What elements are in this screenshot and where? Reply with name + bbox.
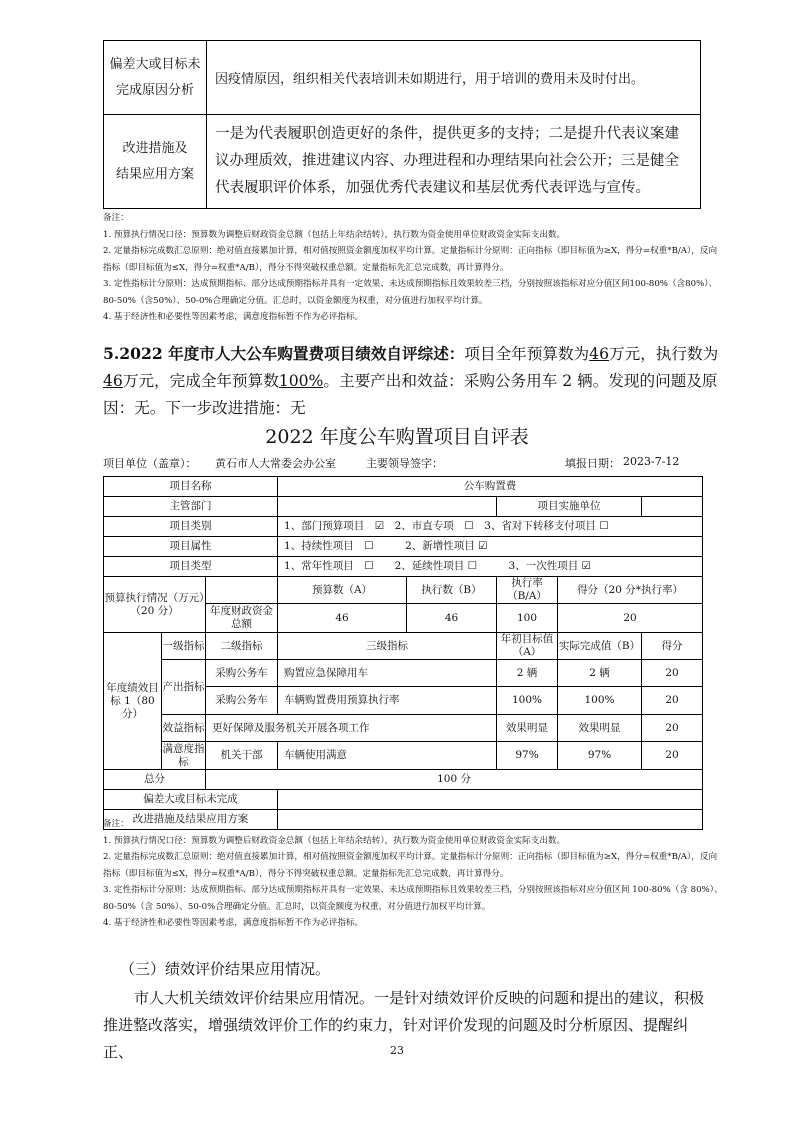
improve-text: 一是为代表履职创造更好的条件，提供更多的支持；二是提升代表议案建议办理质效，推进建议内容、办理进程和办理结果向社会公开；三是健全代表履职评价体系，加强优秀代表建议和基层优秀代表评选与宣传。 [207,115,701,209]
row-actual: 100% [558,687,642,715]
type-label: 项目类型 [104,557,278,577]
note-line: 备注： [103,819,129,829]
notes-bottom [103,816,723,932]
header-exec: 执行数（B） [407,577,497,604]
note-line: 1. 预算执行情况口径：预算数为调整后财政资金总额（包括上年结余结转），执行数为资金使用单位财政资金实际支出数。 [103,229,566,240]
improve-label-line2: 结果应用方案 [115,166,194,182]
deviation-label-cell [104,41,207,115]
section-3-paragraph: 市人大机关绩效评价结果应用情况。一是针对绩效评价反映的问题和提出的建议，积极推进整改落实，增强绩效评价工作的约束力，针对评价发现的问题及时分析原因、提醒纠正、 [103,989,705,1061]
impl-unit-label: 项目实施单位 [497,497,642,517]
exec-amount: 46 [103,372,123,390]
deviation-label-line2: 完成原因分析 [115,82,194,98]
section-5-summary [103,340,723,422]
improve-label-cell [104,115,207,209]
form-meta-row [103,455,700,471]
improve-label-line1: 改进措施及 [122,140,188,156]
row-level2: 机关干部 [206,742,278,770]
fund-total-label: 年度财政资金总额 [206,604,278,633]
date-value: 2023-7-12 [623,455,680,468]
leader-label: 主要领导签字： [366,457,443,470]
impl-unit-value [642,497,703,517]
summary-text: 。主要产出和效益：采购公务用车 2 辆。发现的问题及原因：无。下一步改进措施：无 [103,372,718,417]
row-score: 20 [642,742,703,770]
satisfaction-label: 满意度指标 [162,742,205,768]
summary-text: 项目全年预算数为 [464,345,590,363]
dept-label: 主管部门 [104,497,278,517]
header-level1: 一级指标 [162,633,206,660]
deviation-row-label: 偏差大或目标未完成 [104,790,278,810]
category-label: 项目类别 [104,517,278,537]
row-level2: 采购公务车 [206,660,278,687]
header-level2: 二级指标 [206,633,278,660]
row-score: 20 [642,715,703,742]
row-actual: 97% [558,742,642,770]
output-label: 产出指标 [162,660,206,715]
section-5-heading: 5.2022 年度市人大公车购置费项目绩效自评综述： [103,344,465,363]
row-score: 20 [642,687,703,715]
total-value: 100 分 [206,770,703,790]
header-points: 得分 [642,633,703,660]
header-score: 得分（20 分*执行率） [558,577,703,604]
row-level3: 车辆使用满意 [278,742,497,770]
header-target: 年初目标值（A） [497,633,558,660]
rate-value: 100 [497,604,558,633]
category-options: 1、部门预算项目 ☑ 2、市直专项 ☐ 3、省对下转移支付项目 ☐ [278,517,703,537]
section-3-heading: （三）绩效评价结果应用情况。 [120,960,331,978]
note-line: 备注： [103,213,129,223]
header-level3: 三级指标 [278,633,497,660]
row-target: 2 辆 [497,660,558,687]
row-level3: 购置应急保障用车 [278,660,497,687]
header-actual: 实际完成值（B） [558,633,642,660]
deviation-row-value [278,790,703,810]
project-evaluation-table [103,476,703,830]
deviation-label-line1: 偏差大或目标未 [109,56,201,72]
note-line: 1. 预算执行情况口径：预算数为调整后财政资金总额（包括上年结余结转），执行数为资金使用单位财政资金实际支出数。 [103,835,566,846]
unit-value: 黄石市人大常委会办公室 [215,457,336,470]
unit-label: 项目单位（盖章）： [103,457,197,470]
row-level2: 采购公务车 [206,687,278,715]
project-name-label: 项目名称 [104,477,278,497]
header-rate: 执行率（B/A） [497,577,558,604]
note-line: 2. 定量指标完成数汇总原则：绝对值直接累加计算，相对值按照资金额度加权平均计算。定量指标计分原则：正向指标（即目标值为≥X，得分=权重*B/A），反向指标（即目标值为≤X，得分=权重*A/B），得分不得突破权重总额。定量指标先汇总完成数，再计算得分。 [103,852,718,879]
summary-text: 万元，完成全年预算数 [122,372,279,390]
deviation-text: 因疫情原因，组织相关代表培训未如期进行，用于培训的费用未及时付出。 [207,41,701,115]
row-score: 20 [642,660,703,687]
header-budget: 预算数（A） [278,577,407,604]
attr-label: 项目属性 [104,537,278,557]
budget-value: 46 [278,604,407,633]
improve-row-label: 改进措施及结果应用方案 [104,810,278,830]
row-actual: 效果明显 [558,715,642,742]
form-title: 2022 年度公车购置项目自评表 [265,426,529,448]
note-line: 3. 定性指标计分原则：达成预期指标、部分达成预期指标并具有一定效果、未达成预期指标且效果较差三档，分别按照该指标对应分值区间 100-80%（含 80%）、80-50%（含 50%）、50-0%合理确定分值。汇总时，以资金额度为权重，对分值进行加权平均计算。 [103,885,723,912]
completion-rate: 100% [278,372,324,390]
note-line: 3. 定性指标计分原则：达成预期指标、部分达成预期指标并具有一定效果、未达成预期指标且效果较差三档，分别按照该指标对应分值区间100-80%（含80%）、80-50%（含50%）、50-0%合理确定分值。汇总时，以资金额度为权重，对分值进行加权平均计算。 [103,279,718,306]
note-line: 2. 定量指标完成数汇总原则：绝对值直接累加计算，相对值按照资金额度加权平均计算。定量指标计分原则：正向指标（即目标值为≥X，得分=权重*B/A），反向指标（即目标值为≤X，得分=权重*A/B），得分不得突破权重总额。定量指标先汇总完成数，再计算得分。 [103,246,718,273]
note-line: 4. 基于经济性和必要性等因素考虑，满意度指标暂不作为必评指标。 [103,312,364,322]
row-actual: 2 辆 [558,660,642,687]
date-label: 填报日期： [565,457,620,470]
score-value: 20 [558,604,703,633]
row-level3: 车辆购置费用预算执行率 [278,687,497,715]
total-label: 总分 [104,770,206,790]
empty-cell [206,577,278,604]
notes-top [103,210,723,326]
dept-value [278,497,497,517]
exec-value: 46 [407,604,497,633]
goal-label: 年度绩效目标 1（80 分） [104,633,162,770]
benefit-label: 效益指标 [162,715,206,742]
row-target: 效果明显 [497,715,558,742]
budget-amount: 46 [589,345,609,363]
row-target: 97% [497,742,558,770]
page-number: 23 [390,1044,404,1057]
budget-exec-label: 预算执行情况（万元）（20 分） [104,577,206,633]
deviation-improvement-table [103,40,701,209]
project-name-value: 公车购置费 [278,477,703,497]
type-options: 1、常年性项目 ☐ 2、延续性项目 ☐ 3、一次性项目 ☑ [278,557,703,577]
row-target: 100% [497,687,558,715]
row-level2: 更好保障及服务机关开展各项工作 [206,715,497,742]
summary-text: 万元，执行数为 [609,345,719,363]
note-line: 4. 基于经济性和必要性等因素考虑，满意度指标暂不作为必评指标。 [103,918,364,928]
attr-options: 1、持续性项目 ☐ 2、新增性项目 ☑ [278,537,703,557]
